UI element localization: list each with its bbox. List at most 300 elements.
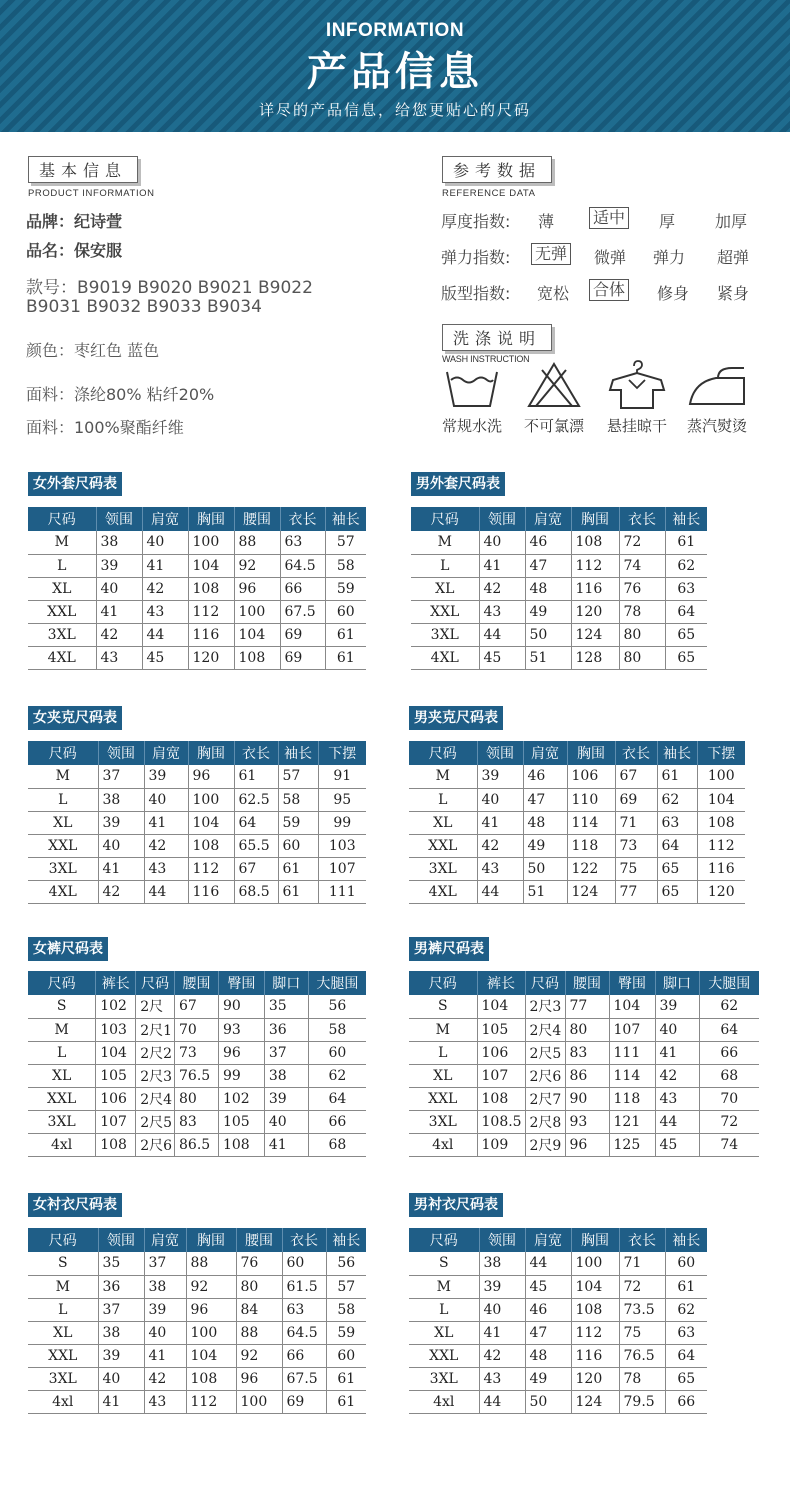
measurement-cell: 42 <box>479 1344 525 1367</box>
reference-data-heading <box>442 156 552 199</box>
elasticity-index-label: 弹力指数: <box>441 248 511 267</box>
measurement-cell: 41 <box>144 1344 186 1367</box>
table-row <box>28 623 366 646</box>
column-header: 衣长 <box>619 1228 665 1252</box>
measurement-cell: 90 <box>565 1087 609 1110</box>
size-cell: XL <box>409 1321 479 1344</box>
measurement-cell: 64 <box>665 600 707 623</box>
size-cell: XXL <box>411 600 479 623</box>
measurement-cell: 63 <box>665 577 707 600</box>
measurement-cell: 57 <box>325 531 366 554</box>
measurement-cell: 72 <box>699 1110 759 1133</box>
measurement-cell: 48 <box>525 577 571 600</box>
table-row <box>28 765 366 788</box>
measurement-cell: 72 <box>619 531 665 554</box>
size-cell: XL <box>28 1321 98 1344</box>
measurement-cell: 38 <box>96 531 142 554</box>
column-header: 下摆 <box>697 741 745 765</box>
table-row <box>28 554 366 577</box>
column-header: 领围 <box>96 507 142 531</box>
measurement-cell: 51 <box>525 646 571 669</box>
measurement-cell: 44 <box>142 623 188 646</box>
measurement-cell: 2尺2 <box>136 1041 175 1064</box>
column-header: 腰围 <box>236 1228 282 1252</box>
wash-item <box>672 360 762 436</box>
women-pants-table-title: 女裤尺码表 <box>28 937 108 961</box>
measurement-cell: 68 <box>699 1064 759 1087</box>
size-cell: 4XL <box>411 646 479 669</box>
size-cell: M <box>28 765 98 788</box>
column-header: 尺码 <box>136 971 175 995</box>
thickness-option: 加厚 <box>715 212 748 231</box>
measurement-cell: 96 <box>188 765 234 788</box>
wash-item <box>509 360 599 436</box>
measurement-cell: 104 <box>188 554 234 577</box>
measurement-cell: 80 <box>619 623 665 646</box>
measurement-cell: 112 <box>188 857 234 880</box>
measurement-cell: 100 <box>236 1390 282 1413</box>
measurement-cell: 108 <box>234 646 280 669</box>
measurement-cell: 2尺4 <box>136 1087 175 1110</box>
elasticity-index-row <box>441 245 781 267</box>
wash-label: 悬挂晾干 <box>606 417 667 435</box>
measurement-cell: 100 <box>234 600 280 623</box>
column-header: 脚口 <box>655 971 699 995</box>
measurement-cell: 38 <box>98 1321 144 1344</box>
measurement-cell: 64.5 <box>282 1321 326 1344</box>
measurement-cell: 43 <box>96 646 142 669</box>
no-bleach-icon <box>524 360 584 410</box>
size-cell: L <box>409 788 477 811</box>
column-header: 领围 <box>98 741 144 765</box>
measurement-cell: 112 <box>571 554 619 577</box>
size-cell: 4xl <box>409 1133 477 1156</box>
measurement-cell: 61 <box>657 765 697 788</box>
measurement-cell: 93 <box>565 1110 609 1133</box>
reference-data-heading-label: 参考数据 <box>442 156 552 183</box>
measurement-cell: 103 <box>318 834 366 857</box>
measurement-cell: 74 <box>619 554 665 577</box>
measurement-cell: 88 <box>234 531 280 554</box>
column-header: 下摆 <box>318 741 366 765</box>
table-row <box>411 531 707 554</box>
measurement-cell: 41 <box>477 811 523 834</box>
column-header: 领围 <box>98 1228 144 1252</box>
banner-english-title: INFORMATION <box>325 20 465 41</box>
table-row <box>28 1275 366 1298</box>
size-cell: XXL <box>409 1087 477 1110</box>
fabric-line-1: 面料：涤纶80% 粘纤20% <box>26 385 215 404</box>
measurement-cell: 100 <box>571 1252 619 1275</box>
measurement-cell: 108 <box>96 1133 136 1156</box>
column-header: 尺码 <box>28 741 98 765</box>
measurement-cell: 79.5 <box>619 1390 665 1413</box>
column-header: 尺码 <box>409 741 477 765</box>
measurement-cell: 107 <box>609 1018 655 1041</box>
fit-option: 宽松 <box>537 284 570 303</box>
size-cell: XXL <box>28 1087 96 1110</box>
measurement-cell: 61 <box>326 1367 366 1390</box>
table-row <box>28 1041 366 1064</box>
column-header: 袖长 <box>325 507 366 531</box>
size-cell: M <box>411 531 479 554</box>
measurement-cell: 116 <box>697 857 745 880</box>
measurement-cell: 108 <box>188 577 234 600</box>
table-row <box>409 765 745 788</box>
size-cell: XL <box>411 577 479 600</box>
size-cell: 3XL <box>411 623 479 646</box>
measurement-cell: 108 <box>571 1298 619 1321</box>
women-jacket-table-title: 女夹克尺码表 <box>28 706 122 730</box>
color-line: 颜色：枣红色 蓝色 <box>26 341 160 360</box>
table-row <box>28 1064 366 1087</box>
measurement-cell: 91 <box>318 765 366 788</box>
wash-label: 蒸汽熨烫 <box>686 417 747 435</box>
measurement-cell: 114 <box>567 811 615 834</box>
measurement-cell: 112 <box>188 600 234 623</box>
measurement-cell: 49 <box>523 834 567 857</box>
measurement-cell: 62 <box>699 995 759 1018</box>
measurement-cell: 111 <box>609 1041 655 1064</box>
table-row <box>409 1133 759 1156</box>
table-row <box>28 857 366 880</box>
measurement-cell: 67 <box>615 765 657 788</box>
column-header: 尺码 <box>28 971 96 995</box>
measurement-cell: 56 <box>326 1252 366 1275</box>
measurement-cell: 64 <box>308 1087 366 1110</box>
column-header: 胸围 <box>188 507 234 531</box>
size-cell: 4XL <box>409 880 477 903</box>
measurement-cell: 50 <box>525 623 571 646</box>
measurement-cell: 61 <box>278 880 318 903</box>
size-cell: M <box>409 765 477 788</box>
table-row <box>409 1252 707 1275</box>
column-header: 肩宽 <box>525 1228 571 1252</box>
measurement-cell: 99 <box>218 1064 264 1087</box>
basic-info-heading <box>28 156 155 199</box>
size-cell: XXL <box>28 600 96 623</box>
measurement-cell: 73 <box>615 834 657 857</box>
measurement-cell: 44 <box>479 623 525 646</box>
measurement-cell: 66 <box>280 577 325 600</box>
table-row <box>409 1367 707 1390</box>
measurement-cell: 58 <box>325 554 366 577</box>
measurement-cell: 121 <box>609 1110 655 1133</box>
measurement-cell: 120 <box>697 880 745 903</box>
measurement-cell: 41 <box>655 1041 699 1064</box>
measurement-cell: 120 <box>571 1367 619 1390</box>
measurement-cell: 96 <box>565 1133 609 1156</box>
measurement-cell: 38 <box>479 1252 525 1275</box>
measurement-cell: 46 <box>525 531 571 554</box>
size-cell: 3XL <box>409 857 477 880</box>
measurement-cell: 40 <box>144 788 188 811</box>
measurement-cell: 73 <box>175 1041 219 1064</box>
column-header: 腰围 <box>175 971 219 995</box>
measurement-cell: 76 <box>619 577 665 600</box>
men-coat-table-title: 男外套尺码表 <box>411 472 505 496</box>
measurement-cell: 107 <box>318 857 366 880</box>
table-row <box>28 577 366 600</box>
measurement-cell: 61 <box>665 531 707 554</box>
table-row <box>409 1321 707 1344</box>
measurement-cell: 43 <box>144 857 188 880</box>
table-row <box>409 1298 707 1321</box>
measurement-cell: 67 <box>234 857 278 880</box>
size-cell: 3XL <box>28 1110 96 1133</box>
measurement-cell: 42 <box>477 834 523 857</box>
measurement-cell: 65.5 <box>234 834 278 857</box>
measurement-cell: 70 <box>699 1087 759 1110</box>
measurement-cell: 2尺5 <box>525 1041 565 1064</box>
size-cell: XL <box>28 577 96 600</box>
measurement-cell: 65 <box>657 880 697 903</box>
measurement-cell: 61 <box>325 646 366 669</box>
size-cell: L <box>28 1041 96 1064</box>
measurement-cell: 76.5 <box>175 1064 219 1087</box>
measurement-cell: 78 <box>619 1367 665 1390</box>
measurement-cell: 40 <box>96 577 142 600</box>
measurement-cell: 67 <box>175 995 219 1018</box>
table-row <box>28 1252 366 1275</box>
size-cell: M <box>409 1018 477 1041</box>
column-header: 袖长 <box>278 741 318 765</box>
wash-item <box>427 360 517 436</box>
measurement-cell: 96 <box>234 577 280 600</box>
wash-instruction-heading-en: WASH INSTRUCTION <box>442 354 530 364</box>
size-cell: L <box>409 1041 477 1064</box>
measurement-cell: 124 <box>567 880 615 903</box>
fit-index-label: 版型指数: <box>441 284 511 303</box>
measurement-cell: 2尺6 <box>136 1133 175 1156</box>
measurement-cell: 60 <box>665 1252 707 1275</box>
men-coat-size-table <box>411 507 707 670</box>
measurement-cell: 2尺4 <box>525 1018 565 1041</box>
measurement-cell: 104 <box>571 1275 619 1298</box>
column-header: 领围 <box>479 507 525 531</box>
size-cell: 4xl <box>28 1133 96 1156</box>
column-header: 裤长 <box>477 971 525 995</box>
measurement-cell: 43 <box>655 1087 699 1110</box>
measurement-cell: 96 <box>218 1041 264 1064</box>
measurement-cell: 84 <box>236 1298 282 1321</box>
measurement-cell: 68 <box>308 1133 366 1156</box>
measurement-cell: 104 <box>477 995 525 1018</box>
measurement-cell: 80 <box>175 1087 219 1110</box>
measurement-cell: 116 <box>188 880 234 903</box>
measurement-cell: 44 <box>477 880 523 903</box>
measurement-cell: 36 <box>98 1275 144 1298</box>
measurement-cell: 43 <box>477 857 523 880</box>
measurement-cell: 104 <box>234 623 280 646</box>
measurement-cell: 2尺1 <box>136 1018 175 1041</box>
column-header: 尺码 <box>411 507 479 531</box>
size-cell: XL <box>28 811 98 834</box>
column-header: 臀围 <box>609 971 655 995</box>
measurement-cell: 73.5 <box>619 1298 665 1321</box>
measurement-cell: 104 <box>697 788 745 811</box>
measurement-cell: 109 <box>477 1133 525 1156</box>
size-cell: S <box>409 1252 479 1275</box>
table-row <box>409 1087 759 1110</box>
table-row <box>28 1321 366 1344</box>
thickness-option-selected: 适中 <box>589 207 629 229</box>
wash-label: 不可氯漂 <box>523 417 584 435</box>
size-cell: 3XL <box>28 623 96 646</box>
measurement-cell: 83 <box>565 1041 609 1064</box>
measurement-cell: 45 <box>142 646 188 669</box>
column-header: 脚口 <box>264 971 308 995</box>
measurement-cell: 47 <box>525 1321 571 1344</box>
measurement-cell: 80 <box>565 1018 609 1041</box>
measurement-cell: 35 <box>264 995 308 1018</box>
measurement-cell: 125 <box>609 1133 655 1156</box>
measurement-cell: 106 <box>477 1041 525 1064</box>
measurement-cell: 42 <box>144 1367 186 1390</box>
measurement-cell: 39 <box>96 554 142 577</box>
measurement-cell: 65 <box>665 646 707 669</box>
column-header: 袖长 <box>665 1228 707 1252</box>
measurement-cell: 40 <box>477 788 523 811</box>
measurement-cell: 112 <box>697 834 745 857</box>
column-header: 胸围 <box>186 1228 236 1252</box>
column-header: 领围 <box>479 1228 525 1252</box>
measurement-cell: 59 <box>325 577 366 600</box>
measurement-cell: 2尺7 <box>525 1087 565 1110</box>
measurement-cell: 100 <box>188 788 234 811</box>
measurement-cell: 118 <box>567 834 615 857</box>
measurement-cell: 41 <box>144 811 188 834</box>
measurement-cell: 45 <box>655 1133 699 1156</box>
measurement-cell: 88 <box>186 1252 236 1275</box>
column-header: 肩宽 <box>525 507 571 531</box>
table-row <box>409 1275 707 1298</box>
measurement-cell: 112 <box>186 1390 236 1413</box>
table-row <box>409 995 759 1018</box>
fit-option-selected: 合体 <box>589 279 629 301</box>
style-number-line-1: 款号：B9019 B9020 B9021 B9022 <box>26 278 313 298</box>
men-pants-table-title: 男裤尺码表 <box>409 937 489 961</box>
measurement-cell: 40 <box>142 531 188 554</box>
measurement-cell: 42 <box>142 577 188 600</box>
measurement-cell: 108 <box>697 811 745 834</box>
column-header: 衣长 <box>282 1228 326 1252</box>
size-cell: L <box>409 1298 479 1321</box>
size-cell: XXL <box>409 1344 479 1367</box>
column-header: 尺码 <box>525 971 565 995</box>
measurement-cell: 44 <box>525 1252 571 1275</box>
measurement-cell: 40 <box>655 1018 699 1041</box>
column-header: 腰围 <box>234 507 280 531</box>
column-header: 腰围 <box>565 971 609 995</box>
measurement-cell: 60 <box>278 834 318 857</box>
measurement-cell: 108 <box>477 1087 525 1110</box>
measurement-cell: 2尺3 <box>525 995 565 1018</box>
measurement-cell: 57 <box>326 1275 366 1298</box>
measurement-cell: 96 <box>236 1367 282 1390</box>
size-cell: XXL <box>409 834 477 857</box>
measurement-cell: 2尺9 <box>525 1133 565 1156</box>
style-number-line-2: B9031 B9032 B9033 B9034 <box>26 297 262 317</box>
measurement-cell: 38 <box>144 1275 186 1298</box>
measurement-cell: 77 <box>615 880 657 903</box>
elasticity-option-selected: 无弹 <box>531 243 571 265</box>
measurement-cell: 61 <box>325 623 366 646</box>
measurement-cell: 43 <box>479 1367 525 1390</box>
measurement-cell: 45 <box>525 1275 571 1298</box>
measurement-cell: 61.5 <box>282 1275 326 1298</box>
size-cell: 3XL <box>409 1367 479 1390</box>
table-row <box>411 600 707 623</box>
hang-dry-icon <box>607 360 667 410</box>
measurement-cell: 39 <box>655 995 699 1018</box>
measurement-cell: 40 <box>264 1110 308 1133</box>
table-row <box>28 646 366 669</box>
measurement-cell: 66 <box>282 1344 326 1367</box>
measurement-cell: 118 <box>609 1087 655 1110</box>
measurement-cell: 88 <box>236 1321 282 1344</box>
elasticity-option: 微弹 <box>594 248 627 267</box>
table-row <box>28 1087 366 1110</box>
reference-data-heading-en: REFERENCE DATA <box>442 188 536 199</box>
table-row <box>409 1018 759 1041</box>
table-row <box>409 1110 759 1133</box>
measurement-cell: 108.5 <box>477 1110 525 1133</box>
measurement-cell: 59 <box>326 1321 366 1344</box>
table-row <box>411 577 707 600</box>
measurement-cell: 77 <box>565 995 609 1018</box>
measurement-cell: 108 <box>218 1133 264 1156</box>
column-header: 衣长 <box>619 507 665 531</box>
measurement-cell: 39 <box>479 1275 525 1298</box>
measurement-cell: 2尺6 <box>525 1064 565 1087</box>
table-row <box>28 1110 366 1133</box>
size-cell: XL <box>409 811 477 834</box>
measurement-cell: 104 <box>609 995 655 1018</box>
measurement-cell: 68.5 <box>234 880 278 903</box>
measurement-cell: 60 <box>282 1252 326 1275</box>
size-cell: 4XL <box>28 880 98 903</box>
size-cell: S <box>409 995 477 1018</box>
size-cell: S <box>28 1252 98 1275</box>
measurement-cell: 2尺 <box>136 995 175 1018</box>
measurement-cell: 37 <box>98 765 144 788</box>
measurement-cell: 99 <box>318 811 366 834</box>
measurement-cell: 46 <box>523 765 567 788</box>
size-cell: 3XL <box>28 1367 98 1390</box>
measurement-cell: 46 <box>525 1298 571 1321</box>
measurement-cell: 64 <box>234 811 278 834</box>
wash-instruction-heading-label: 洗涤说明 <box>442 324 552 351</box>
table-row <box>28 788 366 811</box>
measurement-cell: 108 <box>186 1367 236 1390</box>
measurement-cell: 60 <box>308 1041 366 1064</box>
size-cell: L <box>28 554 96 577</box>
measurement-cell: 2尺8 <box>525 1110 565 1133</box>
table-row <box>411 623 707 646</box>
measurement-cell: 108 <box>571 531 619 554</box>
measurement-cell: 75 <box>619 1321 665 1344</box>
fit-index-row <box>441 281 781 303</box>
measurement-cell: 92 <box>236 1344 282 1367</box>
measurement-cell: 49 <box>525 1367 571 1390</box>
measurement-cell: 69 <box>280 646 325 669</box>
women-pants-size-table <box>28 971 366 1157</box>
table-row <box>409 1041 759 1064</box>
measurement-cell: 116 <box>571 577 619 600</box>
women-coat-table-title: 女外套尺码表 <box>28 472 122 496</box>
measurement-cell: 39 <box>144 765 188 788</box>
